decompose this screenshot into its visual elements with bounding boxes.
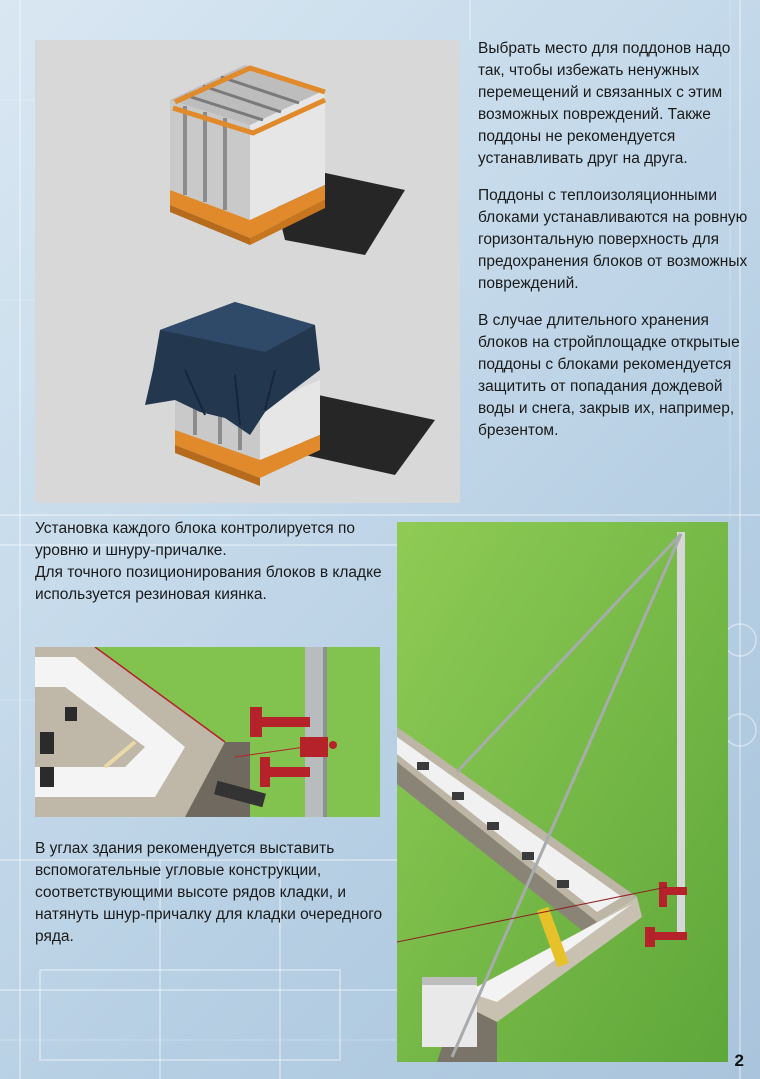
installation-instructions [35,518,385,606]
covered-pallet-icon [145,302,320,486]
corner-construction-illustration [397,522,728,1062]
installation-line-2: Для точного позиционирования блоков в кладке используется резиновая киянка. [35,564,382,603]
corner-bracket-illustration [35,647,380,817]
storage-paragraph-1: Выбрать место для поддонов надо так, чтобы избежать ненужных перемещений и связанных с этим возможных повреждений. Также поддоны не рекомендуется устанавливать друг на друга. [478,40,731,167]
storage-instructions [478,38,753,457]
corner-instructions [35,838,385,948]
pallets-illustration [35,40,460,503]
storage-paragraph-2: Поддоны с теплоизоляционными блоками устанавливаются на ровную горизонтальную поверхность для предохранения блоков от возможных повреждений. [478,187,748,292]
installation-line-1: Установка каждого блока контролируется по уровню и шнуру-причалке. [35,520,356,559]
storage-paragraph-3: В случае длительного хранения блоков на стройплощадке открытые поддоны с блоками рекомендуется защитить от попадания дождевой воды и снега, закрыв их, например, брезентом. [478,312,740,439]
open-pallet-icon [170,65,325,245]
corner-paragraph: В углах здания рекомендуется выставить вспомогательные угловые конструкции, соответствующими высоте рядов кладки, и натянуть шнур-причалку для кладки очередного ряда. [35,840,383,945]
page-number: 2 [734,1051,744,1070]
